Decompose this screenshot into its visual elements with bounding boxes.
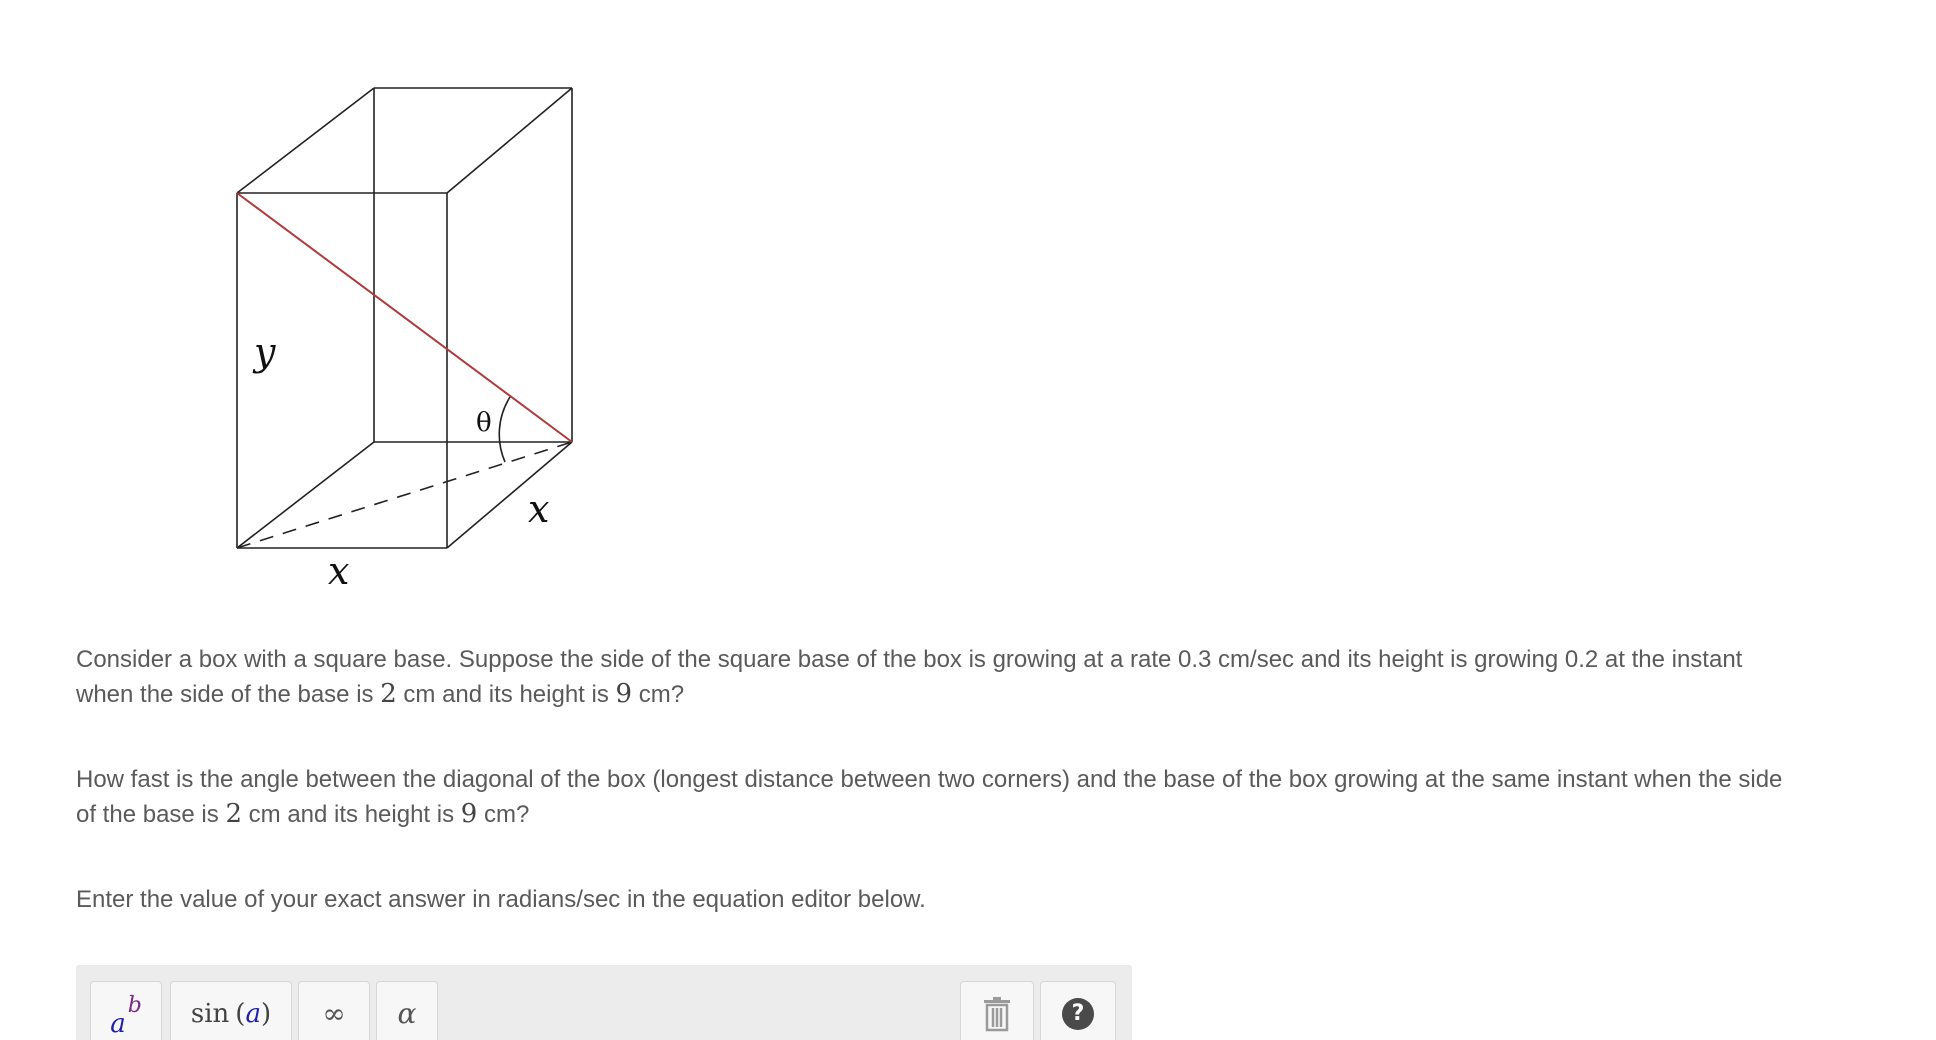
trash-icon (982, 996, 1012, 1032)
box-diagram (0, 0, 620, 600)
power-button[interactable] (90, 981, 162, 1040)
box-diagram-svg (0, 0, 620, 600)
sin-button[interactable] (170, 981, 292, 1040)
infinity-glyph: ∞ (322, 997, 346, 1030)
sin-arg-glyph: a (245, 998, 261, 1029)
p1-height-value: 9 (615, 679, 633, 709)
problem-paragraph-1 (76, 643, 1796, 712)
help-icon: ? (1062, 998, 1094, 1030)
p2-height-value: 9 (460, 799, 478, 829)
p1-text-c: cm? (632, 681, 685, 708)
top-left-connector (237, 88, 374, 193)
help-button[interactable] (1040, 981, 1116, 1040)
alpha-glyph: α (397, 997, 417, 1030)
p2-text-b: cm and its height is (241, 801, 461, 828)
sin-close-paren: ) (260, 998, 272, 1029)
p1-text-b: cm and its height is (396, 681, 616, 708)
label-x-front: x (328, 549, 350, 593)
greek-alpha-button[interactable] (376, 981, 438, 1040)
label-y: y (254, 330, 276, 374)
top-right-connector (447, 88, 572, 193)
base-diagonal-dashed (237, 442, 572, 548)
p1-side-value: 2 (380, 679, 397, 709)
problem-paragraph-2 (76, 763, 1796, 832)
theta-arc (499, 397, 510, 462)
p2-text-c: cm? (477, 801, 530, 828)
power-base-glyph: a (110, 1008, 126, 1039)
bottom-right-connector (447, 442, 572, 548)
p2-side-value: 2 (225, 799, 242, 829)
infinity-button[interactable] (298, 981, 370, 1040)
clear-button[interactable] (960, 981, 1034, 1040)
instruction-paragraph: Enter the value of your exact answer in radians/sec in the equation editor below. (76, 886, 926, 913)
space-diagonal (237, 193, 572, 442)
label-theta: θ (476, 408, 492, 438)
sin-fn-label: sin (190, 998, 230, 1029)
bottom-left-connector (237, 442, 374, 548)
p2-text-a: How fast is the angle between the diagonal of the box (longest distance between two corners) and the base of the box growing at the same instant when the side of the base is (76, 766, 1783, 828)
equation-editor-toolbar (76, 965, 1132, 1040)
label-x-side: x (528, 487, 550, 531)
sin-open-paren: ( (235, 998, 246, 1029)
power-exp-glyph: b (127, 993, 142, 1018)
p1-text-a: Consider a box with a square base. Suppose the side of the square base of the box is growing at a rate 0.3 cm/sec and its height is growing 0.2 at the instant when the side of the base is (76, 646, 1743, 708)
